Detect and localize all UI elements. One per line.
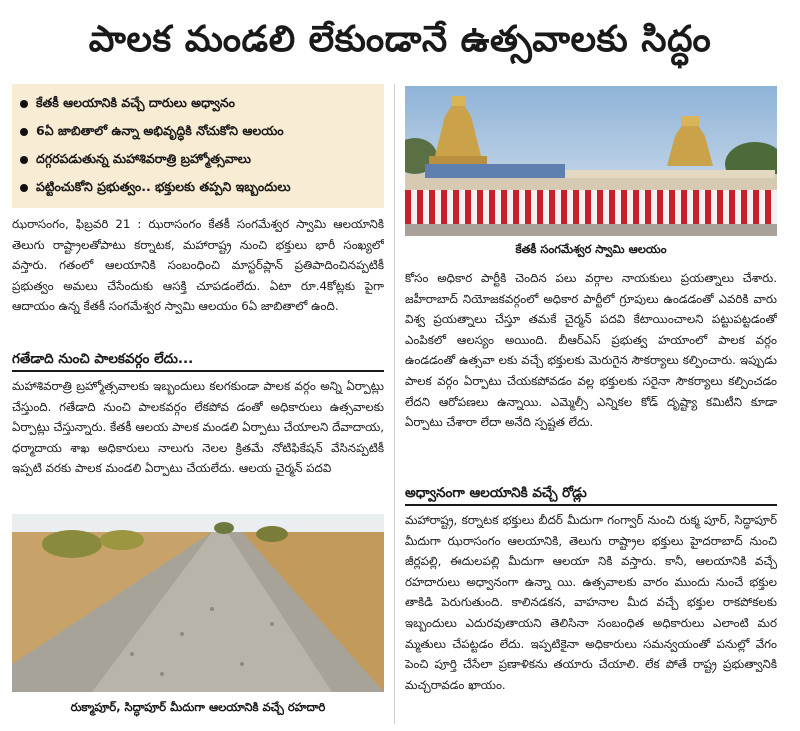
highlight-item <box>20 174 376 202</box>
highlight-item <box>20 90 376 118</box>
highlight-text: 6ఏ జాబితాలో ఉన్నా అభివృద్ధికి నోచుకోని ఆలయం <box>36 122 284 138</box>
headline: పాలక మండలి లేకుండానే ఉత్సవాలకు సిద్ధం <box>88 19 712 60</box>
road-photo <box>12 514 384 692</box>
temple-photo <box>405 86 777 236</box>
highlight-item <box>20 118 376 146</box>
article-intro: ఝరాసంగం, ఫిబ్రవరి 21 : ఝరాసంగం కేతకీ సంగమేశ్వర స్వామి ఆలయానికి తెలుగు రాష్ట్రాలతోపాటు కర్నాటక, మహారాష్ట్ర నుంచి భక్తులు భారీ సంఖ్యలో వస్తారు. గతంలో ఆలయానికి సంబంధించి మాస్టర్‌ప్లాన్ ప్రతిపాదించినప్పటికీ ప్రభుత్వం అమలు చేసేందుకు ఆసక్తి చూపడంలేదు. ఏటా రూ.4కోట్లకు పైగా ఆదాయం ఉన్న కేతకీ సంగమేశ్వర స్వామి ఆలయం 6ఏ జాబితాలో ఉంది. <box>12 217 384 314</box>
article-paragraph-2: మహాశివరాత్రి బ్రహ్మోత్సవాలకు ఇబ్బందులు కలగకుండా పాలక వర్గం అన్ని ఏర్పాట్లు చేస్తుంది. గతేడాది నుంచి పాలకవర్గం లేకపోవ డంతో అధికారులు ఉత్సవాలకు ఏర్పాట్లు చేస్తున్నారు. కేతకీ ఆలయ పాలక మండలి ఏర్పాటు చేయాలని దేవాదాయ, ధర్మాదాయ శాఖ అధికారులు నాలుగు నెలల క్రితమే నోటిఫికేషన్ వేసినప్పటికీ ఇప్పటి వరకు పాలక మండలి ఏర్పాటు చేయలేదు. ఆలయ చైర్మన్ పదవి <box>12 379 384 476</box>
bullet-icon <box>20 100 28 108</box>
highlight-text: పట్టించుకోని ప్రభుత్వం.. భక్తులకు తప్పని ఇబ్బందులు <box>36 178 291 194</box>
temple-photo-caption: కేతకీ సంగమేశ్వర స్వామి ఆలయం <box>515 242 667 256</box>
column-divider <box>394 84 395 724</box>
subheading-roads: అధ్వానంగా ఆలయానికి వచ్చే రోడ్లు <box>405 482 777 506</box>
bullet-icon <box>20 156 28 164</box>
article-paragraph-3: కోసం అధికార పార్టీకి చెందిన పలు వర్గాల నాయకులు ప్రయత్నాలు చేశారు. జహీరాబాద్ నియోజకవర్గంలో అధికార పార్టీలో గ్రూపులు ఉండడంతో ఎవరికి వారు విశ్వ ప్రయత్నాలు చేస్తూ తమకే చైర్మన్ పదవి కేటాయించాలని పట్టుపట్టడంతో ఎంపికలో ఆలస్యం అయింది. బీఆర్‌ఎస్ ప్రభుత్వ హయాంలో పాలక వర్గం ఉండడంతో ఉత్సవా లకు వచ్చే భక్తులకు మెరుగైన సౌకర్యాలు కల్పించారు. ఇప్పుడు పాలక వర్గం ఏర్పాటు చేయకపోవడం వల్ల భక్తులకు సరైనా సౌకర్యాలు కల్పించడం లేదని ఆరోపణలు ఉన్నాయి. ఎమ్మెల్సీ ఎన్నికల కోడ్ దృష్ట్యా కమిటీని కూడా ఏర్పాటు చేశారా లేదా అనేది స్పష్టత లేదు. <box>405 271 777 430</box>
highlight-text: కేతకీ ఆలయానికి వచ్చే దారులు అధ్వానం <box>36 94 236 110</box>
highlights-box <box>12 84 384 208</box>
subheading-governing-body: గతేడాది నుంచి పాలకవర్గం లేదు... <box>12 348 384 372</box>
highlight-text: దగ్గరపడుతున్న మహాశివరాత్రి బ్రహ్మోత్సవాలు <box>36 150 251 166</box>
highlight-item <box>20 146 376 174</box>
bullet-icon <box>20 184 28 192</box>
road-photo-caption: రుక్మాపూర్, సిద్ధాపూర్ మీదుగా ఆలయానికి వచ్చే రహదారి <box>70 700 326 714</box>
bullet-icon <box>20 128 28 136</box>
article-paragraph-4: మహారాష్ట్ర, కర్నాటక భక్తులు బీదర్ మీదుగా గంగ్వార్ నుంచి రుక్మ పూర్, సిద్ధాపూర్ మీదుగా ఝరాసంగం ఆలయానికి, తెలుగు రాష్ట్రాల భక్తులు హైదరాబాద్ నుంచి జీర్లపల్లి, ఈదులపల్లి మీదుగా ఆలయా నికి వస్తారు. కానీ, ఆలయానికి వచ్చే రహదారులు అధ్వానంగా ఉన్నా యి. ఉత్సవాలకు వారం ముందు నుంచే భక్తుల తాకిడి పెరుగుతుంది. కాలినడకన, వాహనాల మీద వచ్చే భక్తుల రాకపోకలకు ఇబ్బందులు ఎదురవుతాయని తెలిసినా సంబంధిత అధికారులు ఎలాంటి మర మ్మతులు చేపట్టడం లేదు. ఇప్పటికైనా అధికారులు సమన్వయంతో పనుల్లో వేగం పెంచి పూర్తి చేసేలా ప్రణాళికను తయారు చేయాలి. లేక పోతే రాష్ట్ర ప్రభుత్వానికి మచ్చరావడం ఖాయం. <box>405 513 777 692</box>
